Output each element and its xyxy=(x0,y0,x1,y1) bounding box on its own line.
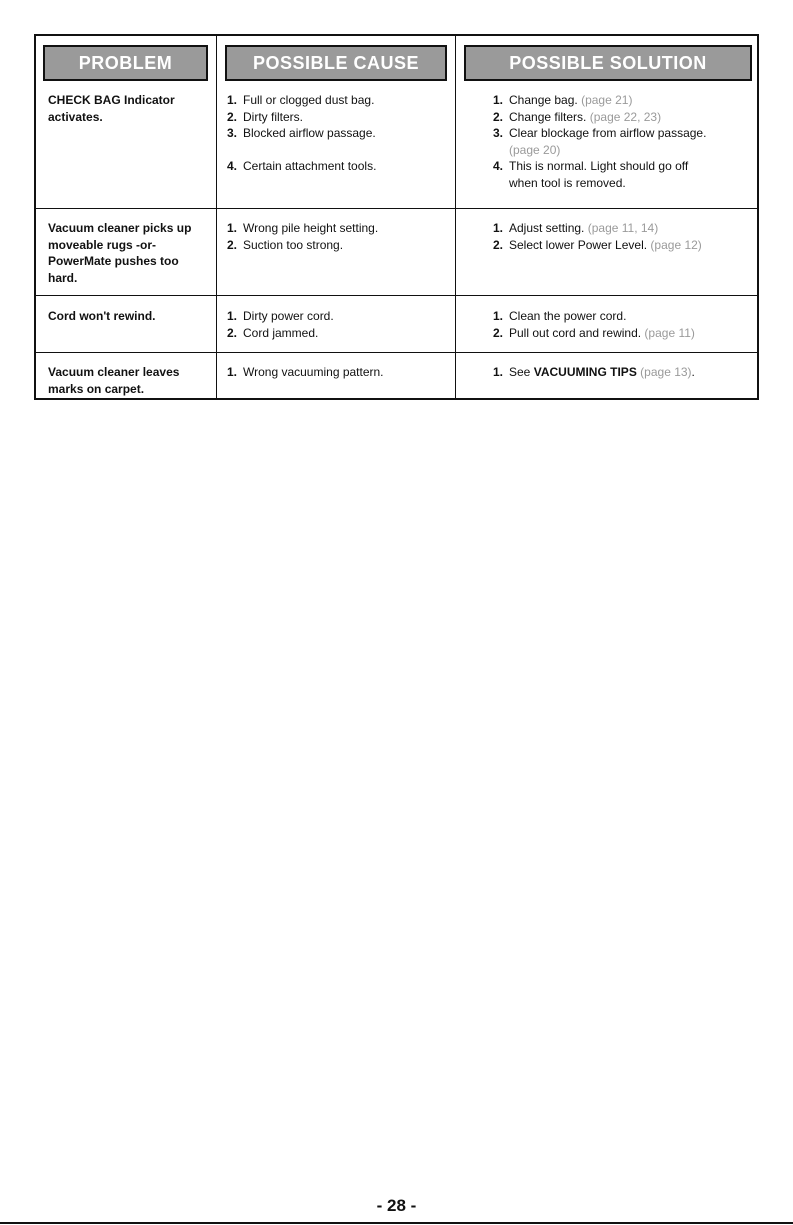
row-divider xyxy=(36,352,757,353)
list-item: 1. Dirty power cord. xyxy=(227,309,334,323)
problem-leaves-marks: Vacuum cleaner leaves marks on carpet. xyxy=(48,365,180,396)
causes-row-2 xyxy=(227,220,449,253)
list-item: 4. Certain attachment tools. xyxy=(227,159,377,173)
causes-row-3 xyxy=(227,308,449,341)
list-item: 1. Full or clogged dust bag. xyxy=(227,93,375,107)
row-divider xyxy=(36,208,757,209)
page-reference: (page 12) xyxy=(650,237,702,252)
page-reference: (page 11) xyxy=(644,325,695,340)
list-item: 1. Wrong pile height setting. xyxy=(227,221,379,235)
vacuuming-tips-reference: VACUUMING TIPS xyxy=(533,365,637,379)
list-item: 2. Change filters. (page 22, 23) xyxy=(493,109,662,124)
row-divider xyxy=(36,295,757,296)
header-problem: PROBLEM xyxy=(43,45,208,81)
header-possible-solution: POSSIBLE SOLUTION xyxy=(464,45,752,81)
page-reference: (page 21) xyxy=(581,93,633,107)
bottom-rule xyxy=(0,1222,793,1224)
list-item: 2. Select lower Power Level. (page 12) xyxy=(493,237,702,252)
troubleshooting-table xyxy=(34,34,759,400)
causes-row-1 xyxy=(227,92,449,175)
solutions-row-4 xyxy=(493,364,733,381)
page-reference: (page 11, 14) xyxy=(587,221,659,235)
list-item: 1. Wrong vacuuming pattern. xyxy=(227,365,384,379)
problem-picks-up-rugs: Vacuum cleaner picks up moveable rugs -or- PowerMate pushes too hard. xyxy=(48,221,192,285)
list-item: 1. Clean the power cord. xyxy=(493,309,627,323)
solutions-row-1 xyxy=(493,92,713,191)
page-number: - 28 - xyxy=(376,1196,417,1215)
solutions-row-3 xyxy=(493,308,733,341)
list-item: 2. Cord jammed. xyxy=(227,325,319,340)
column-divider xyxy=(455,36,456,398)
header-possible-cause: POSSIBLE CAUSE xyxy=(225,45,447,81)
column-divider xyxy=(216,36,217,398)
page-reference: (page 13) xyxy=(640,365,692,379)
list-item: 3. Blocked airflow passage. xyxy=(227,126,376,140)
causes-row-4 xyxy=(227,364,449,381)
list-item: 1. Adjust setting. (page 11, 14) xyxy=(493,221,659,235)
list-item: 1. Change bag. (page 21) xyxy=(493,93,633,107)
problem-cord-wont-rewind: Cord won't rewind. xyxy=(48,309,156,323)
list-item: 2. Suction too strong. xyxy=(227,237,344,252)
list-item: 2. Pull out cord and rewind. (page 11) xyxy=(493,325,695,340)
list-item: 4. This is normal. Light should go off when tool is removed. xyxy=(493,159,689,190)
page-reference: (page 20) xyxy=(509,142,561,157)
page-reference: (page 22, 23) xyxy=(589,109,662,124)
list-item: 1. See VACUUMING TIPS (page 13). xyxy=(493,365,695,379)
solutions-row-2 xyxy=(493,220,733,253)
list-item: 3. Clear blockage from airflow passage. (page 20) xyxy=(493,126,707,157)
list-item: 2. Dirty filters. xyxy=(227,109,303,124)
problem-check-bag: CHECK BAG Indicator activates. xyxy=(48,93,175,124)
